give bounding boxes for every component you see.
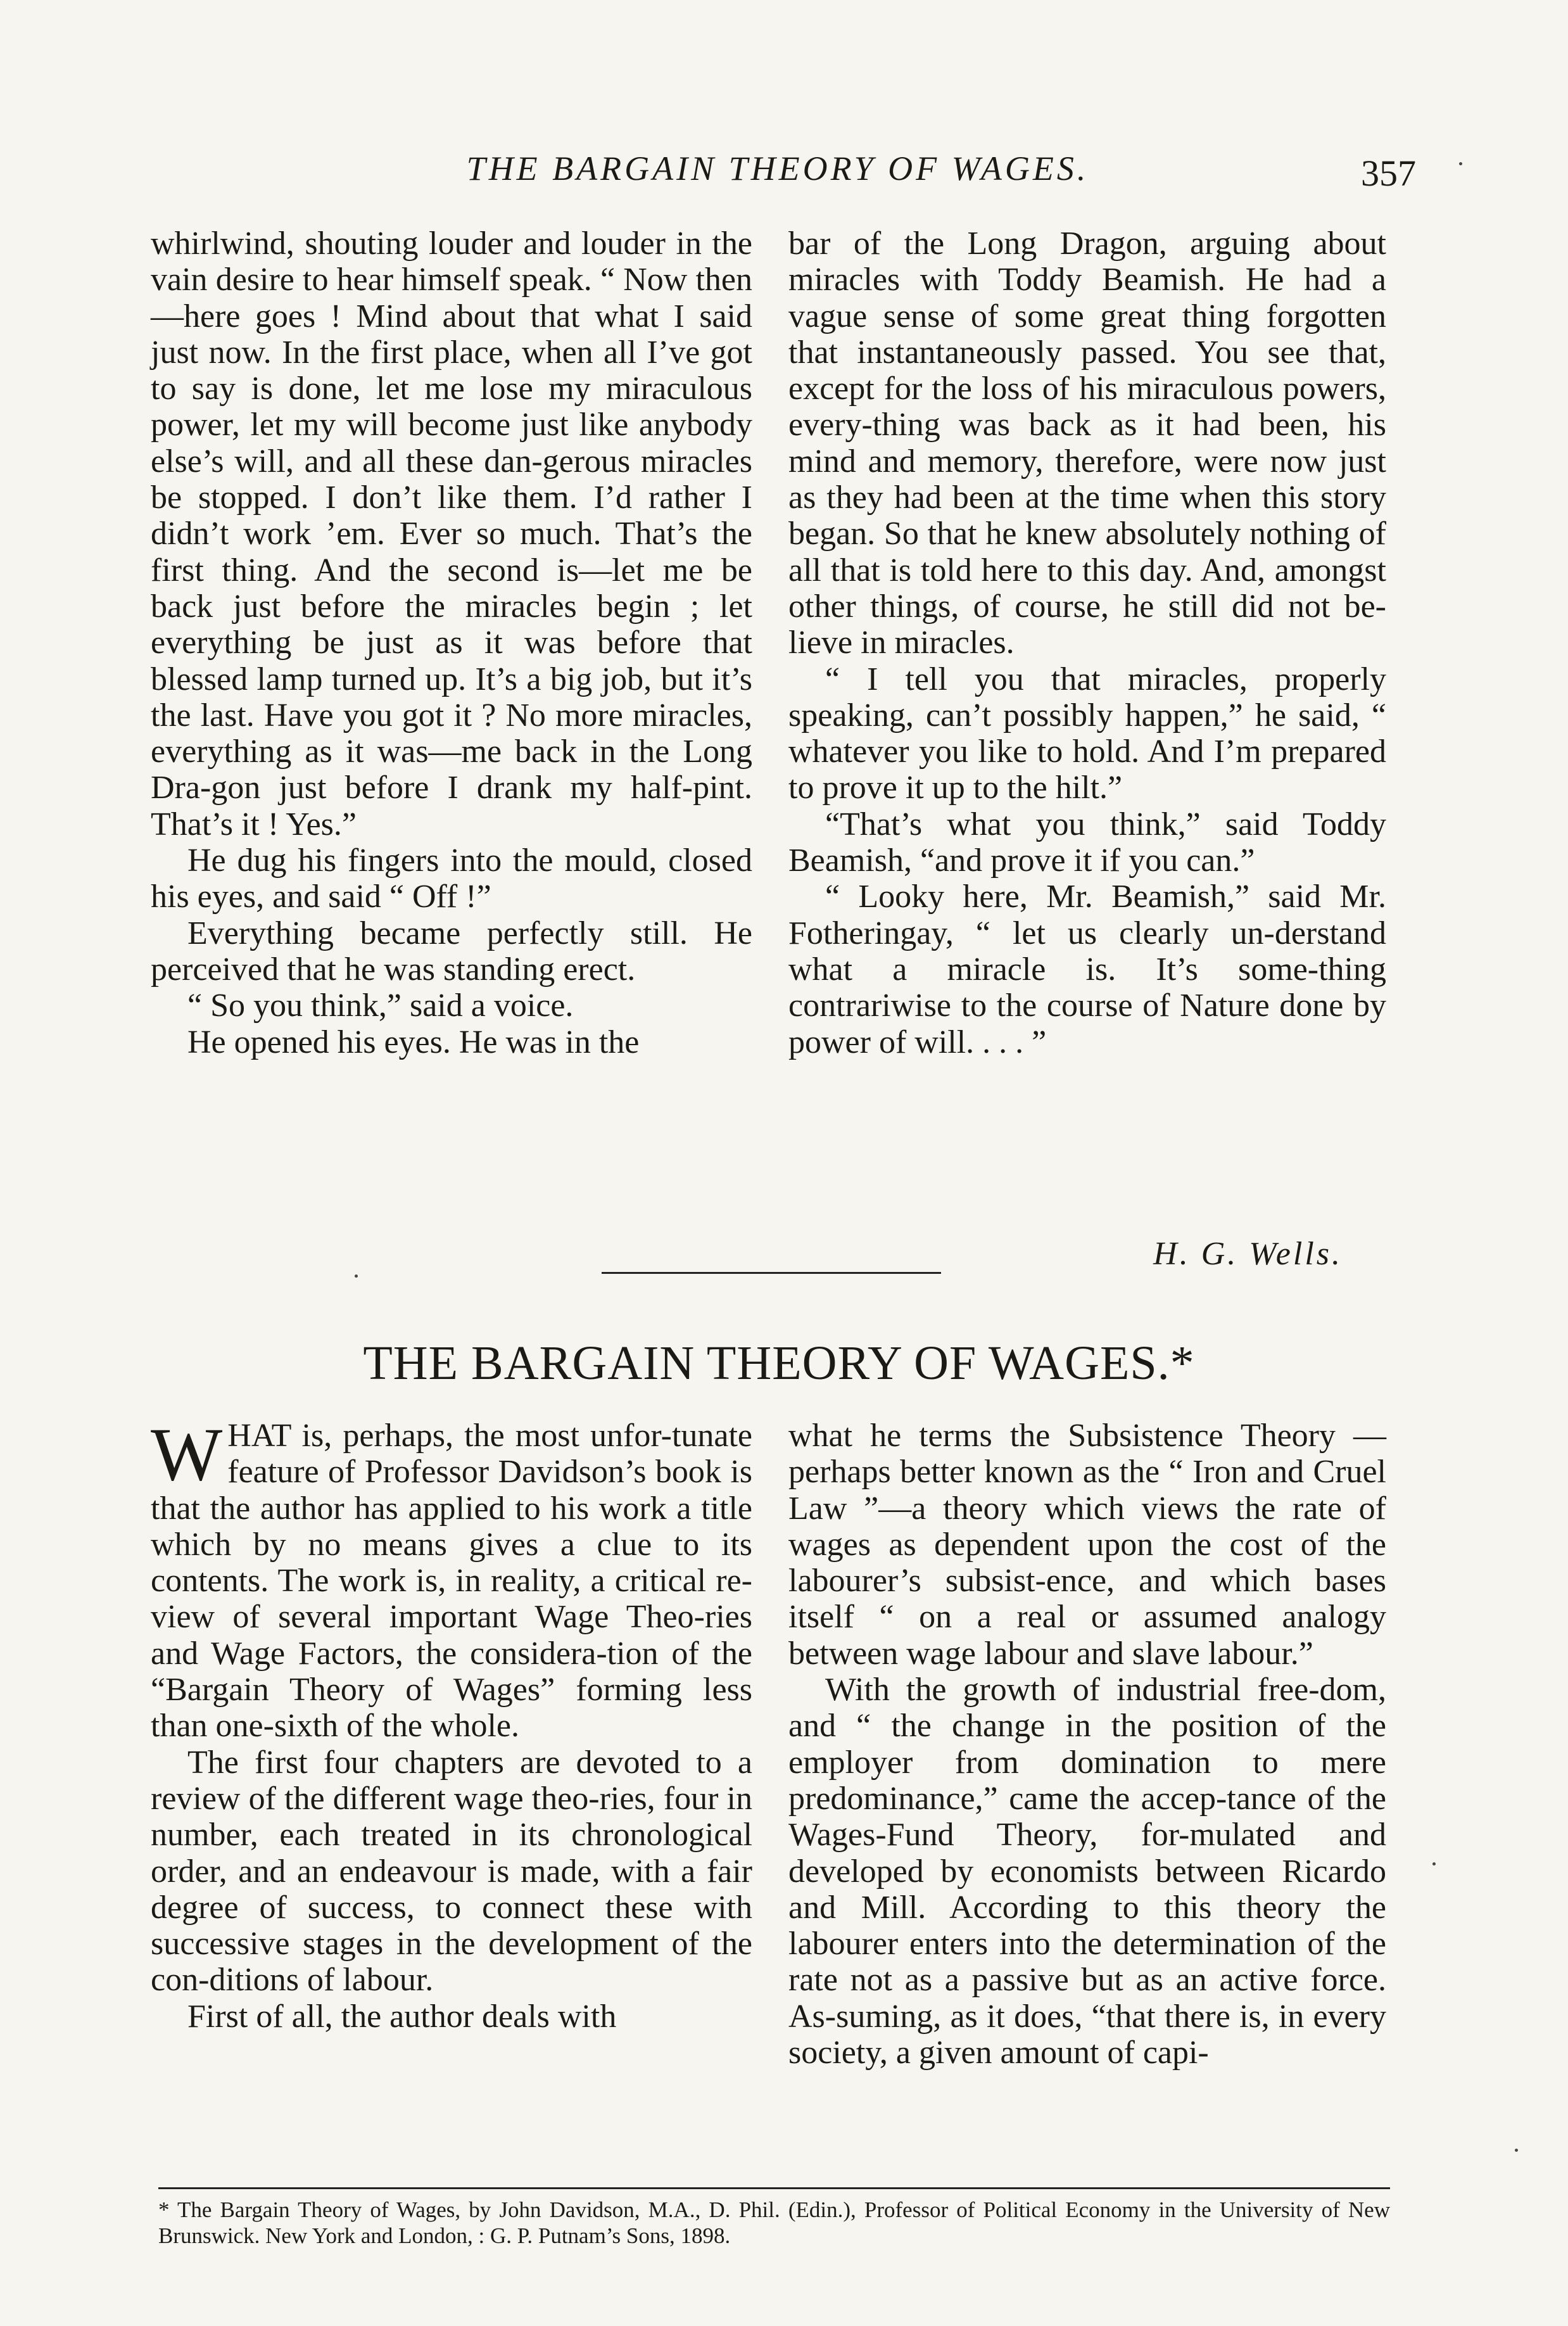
article-paragraph [151,1412,752,1745]
story-paragraph: “ Looky here, Mr. Beamish,” said Mr. Fotheringay, “ let us clearly un-derstand what a miracle is. It’s some-thing contrariwise to the course of Nature done by power of will. . . . ” [788,879,1386,1060]
author-signature: H. G. Wells. [1153,1236,1343,1272]
article-opening-text: HAT is, perhaps, the most unfor-tunate feature of Professor Davidson’s book is that the author has applied to his work a title which by no means gives a clue to its contents. The work is, in reality, a critical re-view of several important Wage Theo-ries and Wage Factors, the considera-tion of the “Bargain Theory of Wages” forming less than one-sixth of the whole. [151,1418,752,1745]
story-paragraph: He opened his eyes. He was in the [187,1024,640,1060]
article-paragraph: First of all, the author deals with [187,1998,617,2035]
story-paragraph: “ So you think,” said a voice. [187,988,574,1024]
story-paragraph: “That’s what you think,” said Toddy Beamish, “and prove it if you can.” [788,806,1386,879]
running-head: THE BARGAIN THEORY OF WAGES. [466,149,1089,187]
print-speck [1432,1862,1436,1865]
footnote: * The Bargain Theory of Wages, by John Davidson, M.A., D. Phil. (Edin.), Professor of Political Economy in the University of New Brunswick. New York and London, : G. P. Putnam’s Sons, 1898. [158,2197,1390,2248]
story-paragraph: Everything became perfectly still. He perceived that he was standing erect. [151,915,752,988]
article-title: THE BARGAIN THEORY OF WAGES.* [363,1337,1195,1390]
print-speck [1515,2149,1518,2152]
story-paragraph: bar of the Long Dragon, arguing about miracles with Toddy Beamish. He had a vague sense of some great thing forgotten that instantaneously passed. You see that, except for the loss of his miraculous powers, every-thing was back as it had been, his mind and memory, therefore, were now just as they had been at the time when this story began. So that he knew absolutely nothing of all that is told here to this day. And, amongst other things, of course, he still did not be-lieve in miracles. [788,226,1386,661]
story-paragraph: whirlwind, shouting louder and louder in the vain desire to hear himself speak. “ Now then—here goes ! Mind about that what I said just now. In the first place, when all I’ve got to say is done, let me lose my miraculous power, let my will become just like anybody else’s will, and all these dan-gerous miracles be stopped. I don’t like them. I’d rather I didn’t work ’em. Ever so much. That’s the first thing. And the second is—let me be back just before the miracles begin ; let everything be just as it was before that blessed lamp turned up. It’s a big job, but it’s the last. Have you got it ? No more miracles, everything as it was—me back in the Long Dra-gon just before I drank my half-pint. That’s it ! Yes.” [151,226,752,842]
story-right-column [788,226,1386,1060]
drop-cap: W [151,1412,223,1496]
story-left-column [151,226,752,1060]
article-right-column [788,1418,1386,2071]
article-paragraph: With the growth of industrial free-dom, and “ the change in the position of the employer from domination to mere predominance,” came the accep-tance of the Wages-Fund Theory, for-mulated and developed by economists between Ricardo and Mill. According to this theory the labourer enters into the determination of the rate not as a passive but as an active force. As-suming, as it does, “that there is, in every society, a given amount of capi- [788,1672,1386,2071]
print-speck [1459,162,1462,165]
print-speck [355,1274,358,1278]
story-paragraph: “ I tell you that miracles, properly speaking, can’t possibly happen,” he said, “ whatever you like to hold. And I’m prepared to prove it up to the hilt.” [788,661,1386,806]
page-number: 357 [1361,153,1416,194]
article-left-column [151,1412,752,2035]
article-paragraph: The first four chapters are devoted to a review of the different wage theo-ries, four in number, each treated in its chronological order, and an endeavour is made, with a fair degree of success, to connect these with successive stages in the development of the con-ditions of labour. [151,1744,752,1999]
section-divider [602,1272,941,1274]
footnote-rule [158,2187,1390,2189]
story-paragraph: He dug his fingers into the mould, closed his eyes, and said “ Off !” [151,842,752,915]
article-paragraph: what he terms the Subsistence Theory —perhaps better known as the “ Iron and Cruel Law ”—a theory which views the rate of wages as dependent upon the cost of the labourer’s subsist-ence, and which bases itself “ on a real or assumed analogy between wage labour and slave labour.” [788,1418,1386,1672]
